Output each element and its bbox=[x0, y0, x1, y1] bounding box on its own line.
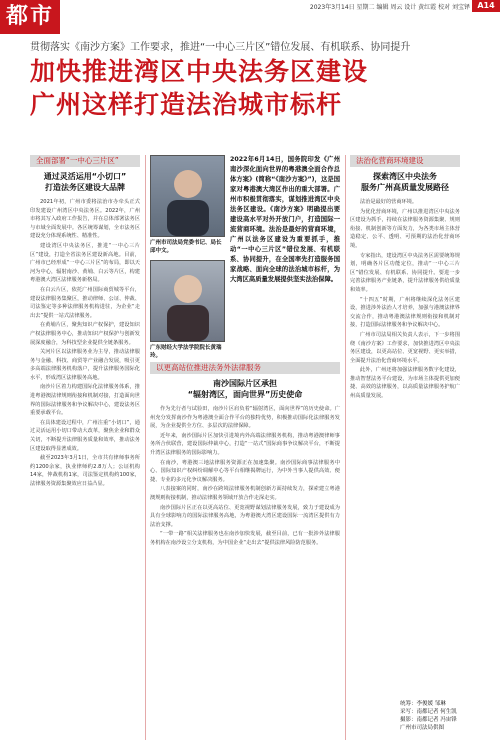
paragraph: 截至2023年3月1日，全市共有律师事务所约1200余家，执业律师约2.8万人；公证机构14家，仲裁机构1家，司法鉴定机构约100家，法律服务资源集聚效应日益凸显。 bbox=[30, 455, 140, 487]
section-logo: 都市 bbox=[0, 0, 60, 34]
photo-caption-2: 广东财经大学法学院院长黄瑞玲。 bbox=[150, 345, 222, 359]
left-section-header: 全面部署“一中心三片区” bbox=[30, 155, 140, 167]
column-divider bbox=[345, 155, 346, 740]
left-subtitle-1: 通过灵活运用“小切口” bbox=[43, 172, 127, 181]
paragraph: 在白云片区，依托广州国际商贸城等平台，建设法律服务集聚区，推动律师、公证、仲裁、司法鉴定等多种法律服务机构进驻，为企业“走出去”提供一站式法律服务。 bbox=[30, 286, 140, 319]
paragraph: 专家指出，建设湾区中央法务区需要统筹规划，明确各片区功能定位，推动“一中心三片区”错位发展、有机联系、协同提升。要进一步完善法律服务产业链条，提升法律服务供给质量和效率。 bbox=[350, 252, 460, 293]
center-subtitle-1: 南沙国际片区承担 bbox=[213, 379, 277, 388]
left-subtitle-2: 打造法务区建设大品牌 bbox=[45, 183, 125, 192]
credits bbox=[400, 700, 490, 732]
portrait-icon bbox=[151, 261, 224, 341]
paragraph: “十四五”时期，广州将继续深化法务区建设，推进涉外法治人才培养，加强与港澳法律界交流合作，推动粤港澳法律规则衔接和机制对接，打造国际法律服务和争议解决中心。 bbox=[350, 296, 460, 329]
paragraph: 在黄埔片区，聚焦知识产权保护，建设知识产权法律服务中心，推动知识产权保护与创新发展深度融合，为科技型企业提供全链条服务。 bbox=[30, 322, 140, 346]
photo-caption-1: 广州市司法局党委书记、局长邱中文。 bbox=[150, 240, 222, 254]
headline-line1: 加快推进湾区中央法务区建设 bbox=[30, 57, 369, 86]
right-body bbox=[350, 198, 460, 698]
paragraph: 法治是最好的营商环境。 bbox=[360, 199, 418, 205]
paragraph: 广州市司法局相关负责人表示，下一步将围绕《南沙方案》工作要求，加快推进湾区中央法务区建设，以更高站位、更宽视野、更实举措，全面提升法治化营商环境水平。 bbox=[350, 331, 460, 364]
right-section-header: 法治化营商环境建设 bbox=[350, 155, 460, 167]
header-info: 2023年3月14日 星期二 编辑 周云 设计 黄红霞 校对 刘宝铎 bbox=[309, 4, 470, 11]
right-subtitle-1: 探索湾区中央法务 bbox=[373, 172, 437, 181]
paragraph: 关河片区以法律服务业为主导，推动法律服务与金融、科技、商贸等产业融合发展，吸引更多高端法律服务机构落户，提升法律服务国际化水平，形成湾区法律服务高地。 bbox=[30, 349, 140, 381]
page-header bbox=[0, 0, 500, 36]
photo-official-1 bbox=[150, 155, 225, 237]
page-number: A14 bbox=[472, 0, 500, 12]
portrait-icon bbox=[151, 156, 224, 236]
paragraph: “一带一路”相关法律服务也在南沙加快发展，截至目前，已有一批涉外法律服务机构在南沙设立分支机构，为中国企业“走出去”提供法律风险防范服务。 bbox=[150, 531, 340, 546]
center-section-header: 以更高站位推进法务外法律服务 bbox=[150, 362, 340, 374]
center-subtitle-2: “辐射湾区，面向世界”历史使命 bbox=[187, 390, 303, 399]
paragraph: 八表接案的同时，南沙在跨境法律服务机制创新方面持续发力，探索建立粤港澳规则衔接机制，推动法律服务领域开放合作走深走实。 bbox=[150, 486, 340, 501]
paragraph: 在具体建设过程中，广州注重“小切口”，通过灵活运用小切口带动大改革，聚焦企业和群众关切，不断提升法律服务质量和效率，推动法务区建设取得显著成效。 bbox=[30, 419, 140, 452]
credit-line: 摄影：南都记者 冯宙锋 bbox=[400, 717, 457, 723]
headline-line2: 广州这样打造法治城市标杆 bbox=[30, 90, 343, 119]
paragraph: 南沙片区着力构建国际化法律服务体系，推进粤港澳法律规则衔接和机制对接，打造面向世界的国际法律服务和争议解决中心，建设法务区重要承载平台。 bbox=[30, 384, 140, 417]
right-subtitle-2: 服务广州高质量发展路径 bbox=[361, 183, 449, 192]
left-body bbox=[30, 198, 140, 738]
kicker: 贯彻落实《南沙方案》工作要求，推进“一中心三片区”错位发展、有机联系、协同提升 bbox=[30, 42, 411, 53]
center-body bbox=[150, 405, 340, 740]
paragraph: 近年来，南沙国际片区加快引进境内外高端法律服务机构，推动粤港澳律师事务所合伙联营，建设国际仲裁中心，打造“一站式”国际商事争议解决平台，不断提升湾区法律服务的国际影响力。 bbox=[150, 432, 340, 456]
paragraph: 在南沙，粤港澳三地法律服务资源正在加速集聚。南沙国际商事法律服务中心、国际知识产权纠纷调解中心等平台相继揭牌运行，为中外当事人提供高效、便捷、专业的多元化争议解决服务。 bbox=[150, 459, 340, 483]
photo-official-2 bbox=[150, 260, 225, 342]
intro-quote: 2022年6月14日，国务院印发《广州南沙深化面向世界的粤港澳全面合作总体方案》(简称“《南沙方案》”)，这是国家对粤港澳大湾区作出的重大部署。广州市积极贯彻落实，谋划推进湾区中央法务区建设。《南沙方案》明确提出要建设高水平对外开放门户，打造国际一流营商环境。法治是最好的营商环境，广州以法务区建设为重要抓手，推动“一中心三片区”错位发展、有机联系、协同提升，在全国率先打造服务国家战略、面向全球的法治城市标杆，为大湾区高质量发展提供坚实法治保障。 bbox=[230, 156, 340, 283]
paragraph: 2021年初，广州市委将法治市办牵头正式印发建设广州湾区中央法务区。2022年，广州市将其写入政府工作报告，并在总体部署法务区与市域全面发展中。各区统筹谋划，全市法务区建设充分体现系统性、精准性。 bbox=[30, 199, 140, 240]
column-divider bbox=[145, 155, 146, 740]
paragraph: 作为先行者与试验田，南沙片区肩负着“辐射湾区，面向世界”的历史使命。广州充分发挥南沙作为粤港澳全面合作平台的独特优势，积极推动国际化法律服务发展，为企业提供全方位、多层次的法律保障。 bbox=[150, 406, 340, 430]
paragraph: 此外，广州还将加强法律服务数字化建设，推动智慧法务平台建设，为市场主体提供更加便捷、高效的法律服务，以高质量法律服务护航广州高质量发展。 bbox=[350, 367, 460, 400]
paragraph: 为优化营商环境，广州以推进湾区中央法务区建设为抓手，持续在法律服务资源集聚、规则衔接、机制创新等方面发力，为各类市场主体营造稳定、公平、透明、可预期的法治化营商环境。 bbox=[350, 208, 460, 249]
paragraph: 建设湾区中央法务区，推进“一中心三片区”建设，打造全省法务区建设新高地。目前，广州市已经形成“一中心三片区”的布局，即以天河为中心，辐射南沙、黄埔、白云等片区，构建粤港澳大湾区法律服务新格局。 bbox=[30, 242, 140, 284]
credit-line: 统筹：李俊媛 邹琳 bbox=[400, 701, 446, 707]
paragraph: 南沙国际片区正在以更高站位、更宽视野谋划法律服务发展，致力于建设成为具有全球影响力的国际法律服务高地，为粤港澳大湾区建设国际一流湾区提供有力法治支撑。 bbox=[150, 504, 340, 528]
credit-line: 采写：南都记者 何生凯 bbox=[400, 709, 457, 715]
credit-line: 广州市司法局供图 bbox=[400, 725, 445, 731]
